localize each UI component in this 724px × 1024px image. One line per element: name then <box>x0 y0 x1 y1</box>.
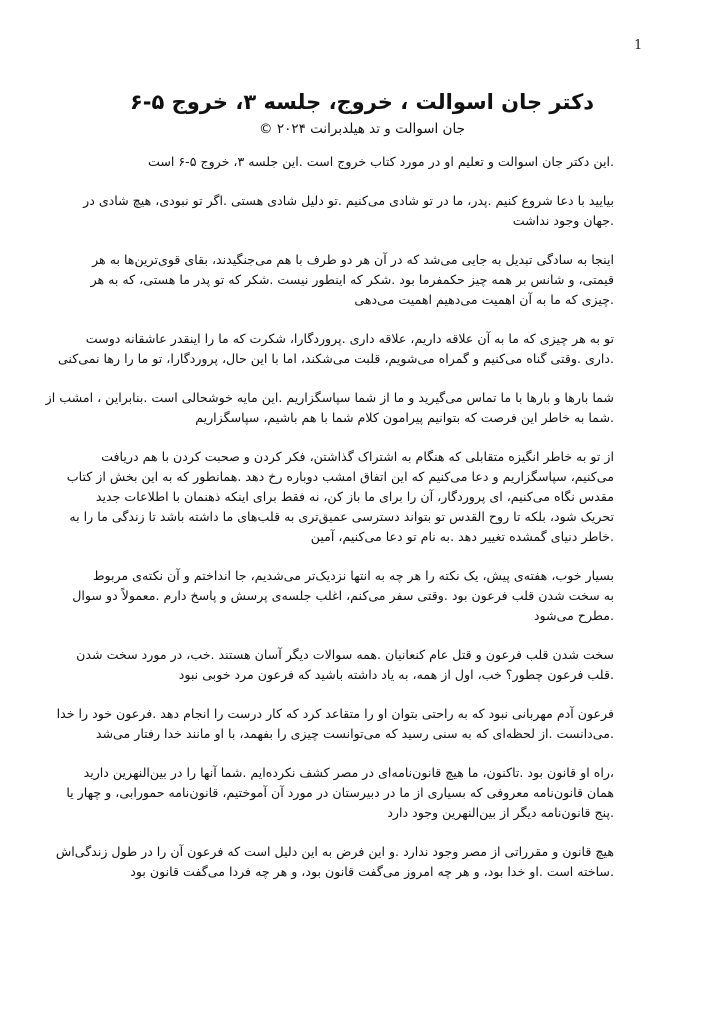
paragraph <box>72 566 614 626</box>
text-line: شما بارها و بارها با ما تماس می‌گیرید و ما از شما سپاسگزاریم .این مایه خوشحالی است .بنابراین ، امشب از <box>45 390 614 405</box>
text-line: بیایید با دعا شروع کنیم .پدر، ما در تو شادی می‌کنیم .تو دلیل شادی هستی .اگر تو نبودی، هیچ شادی در <box>83 193 614 208</box>
paragraph <box>66 447 614 547</box>
text-line: .ساخته است .او خدا بود، و هر چه امروز می‌گفت قانون بود، و هر چه فردا می‌گفت قانون بود <box>130 864 614 879</box>
text-line: می‌کنیم، سپاسگزاریم و دعا می‌کنیم که این اتفاق امشب دوباره رخ دهد .همانطور که به این بخش از کتاب <box>66 469 614 484</box>
text-line: از تو به خاطر انگیزه متقابلی که هنگام به اشتراک گذاشتن، فکر کردن و صحبت کردن با هم دریافت <box>101 449 614 464</box>
text-line: سخت شدن قلب فرعون و قتل عام کنعانیان .همه سوالات دیگر آسان هستند .خب، در مورد سخت شدن <box>76 647 614 662</box>
paragraph <box>57 329 614 369</box>
paragraph <box>56 704 614 744</box>
paragraph <box>45 388 614 428</box>
text-line: .مطرح می‌شود <box>533 608 614 623</box>
paragraph <box>55 842 614 882</box>
paragraph <box>76 645 614 685</box>
document-title: دکتر جان اسوالت ، خروج، جلسه ۳، خروج ۵-۶ <box>129 90 595 114</box>
text-line: .قلب فرعون چطور؟ خب، اول از همه، به یاد داشته باشید که فرعون مرد خوبی نبود <box>178 667 614 682</box>
text-line: .خاطر دنیای گمشده تغییر دهد .به نام تو دعا می‌کنیم، آمین <box>310 529 614 544</box>
text-line: .این دکتر جان اسوالت و تعلیم او در مورد کتاب خروج است .این جلسه ۳، خروج ۵-۶ است <box>147 154 614 169</box>
text-line: هیچ قانون و مقرراتی از مصر وجود ندارد .و این فرض به این دلیل است که فرعون آن را در طول زندگی‌اش <box>55 844 614 859</box>
text-line: .جهان وجود نداشت <box>512 213 614 228</box>
text-line: .می‌دانست .از لحظه‌ای که به سنی رسید که می‌توانست چیزی را بفهمد، با او مانند خدا رفتار می‌شد <box>95 726 614 741</box>
text-line: مقدس نگاه می‌کنیم، ای پروردگار، آن را برای ما باز کن، نه فقط برای اینکه ذهنمان با اطلاعات جدید <box>95 489 614 504</box>
paragraph-intro <box>106 152 614 172</box>
text-line: تو به هر چیزی که ما به آن علاقه داریم، علاقه داری .پروردگارا، شکرت که ما را اینقدر عاشقانه دوست <box>85 331 614 346</box>
page-number: 1 <box>634 38 643 53</box>
text-line: .داری .وقتی گناه می‌کنیم و گمراه می‌شویم، قلبت می‌شکند، اما با این حال، پروردگارا، تو ما را رها نمی‌کنی <box>57 351 614 366</box>
text-line: همان قانون‌نامه معروفی که بسیاری از ما در دبیرستان در مورد آن آموختیم، قانون‌نامه حمورابی، و چهار یا <box>66 785 614 800</box>
text-line: به سخت شدن قلب فرعون بود .وقتی سفر می‌کنم، اغلب جلسه‌ی پرسش و پاسخ دارم .معمولاً دو سوال <box>72 588 614 603</box>
text-line: اینجا به سادگی تبدیل به جایی می‌شد که در آن هر دو طرف با هم می‌جنگیدند، بقای قوی‌ترین‌ها به هر <box>92 252 614 267</box>
text-line: .شما به خاطر این فرصت که بتوانیم پیرامون کلام شما با هم باشیم، سپاسگزاریم <box>195 410 614 425</box>
document-body <box>45 152 614 901</box>
text-line: بسیار خوب، هفته‌ی پیش، یک نکته را هر چه به انتها نزدیک‌تر می‌شدیم، جا انداختم و آن نکته‌ی مربوط <box>92 568 614 583</box>
text-line: .پنج قانون‌نامه دیگر از بین‌النهرین وجود دارد <box>387 805 614 820</box>
text-line: تحریک شود، بلکه تا روح القدس تو بتواند دسترسی عمیق‌تری به قلب‌های ما داشته باشد تا زندگی ما را به <box>69 509 614 524</box>
text-line: فرعون آدم مهربانی نبود که به راحتی بتوان او را متقاعد کرد که کار درست را انجام دهد .فرعون خود را خدا <box>56 706 614 721</box>
text-line: .چیزی که ما به آن اهمیت می‌دهیم اهمیت می‌دهی <box>354 292 614 307</box>
text-line: ،راه او قانون بود .تاکنون، ما هیچ قانون‌نامه‌ای در مصر کشف نکرده‌ایم .شما آنها را در بین‌النهرین دارید <box>83 765 614 780</box>
author-byline: جان اسوالت و تد هیلدبرانت ۲۰۲۴ © <box>259 121 465 137</box>
paragraph-prayer-opening <box>83 191 614 231</box>
paragraph <box>66 763 614 823</box>
paragraph <box>90 250 614 310</box>
text-line: قیمتی، و شانس بر همه چیز حکمفرما بود .شکر که اینطور نیست .شکر که تو پدر ما هستی، که به هر <box>90 272 614 287</box>
